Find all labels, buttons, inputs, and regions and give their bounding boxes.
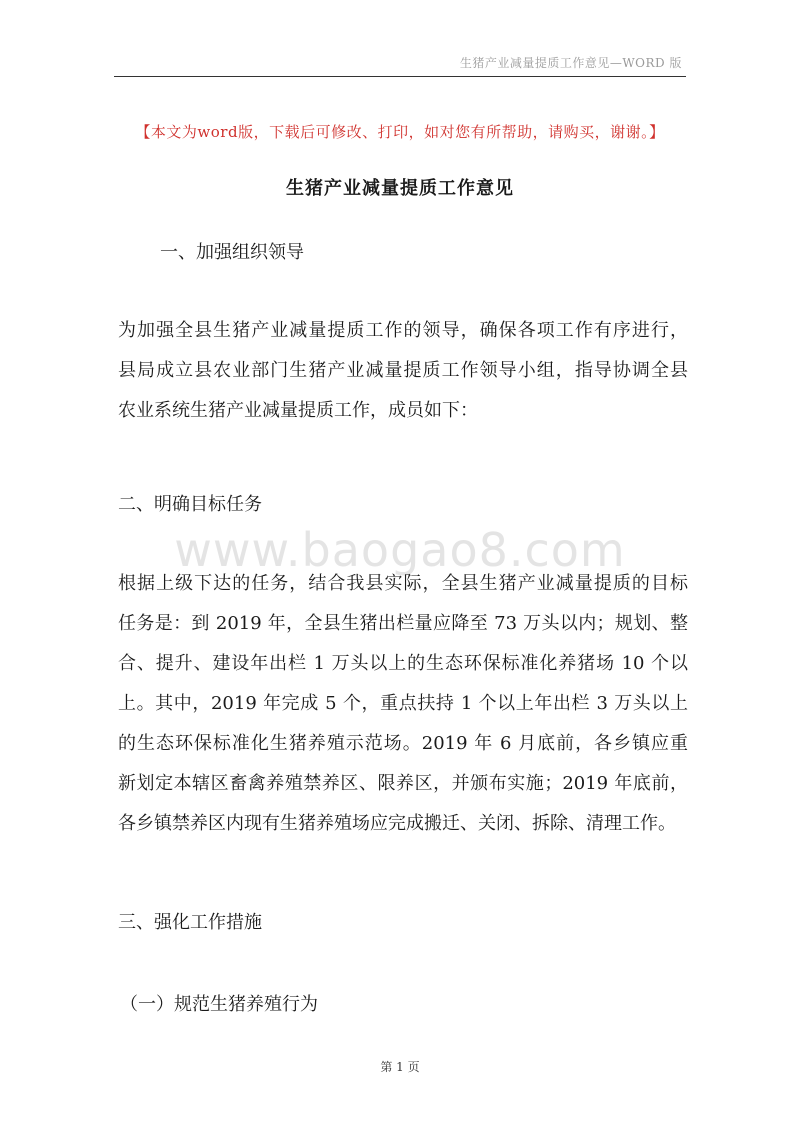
paragraph-line: 为加强全县生猪产业减量提质工作的领导，确保各项工作有序进行， — [118, 320, 688, 341]
header-rule — [114, 76, 686, 77]
section-2-paragraph — [118, 564, 688, 844]
paragraph-line: 农业系统生猪产业减量提质工作，成员如下： — [118, 400, 478, 421]
paragraph-line: 的生态环保标准化生猪养殖示范场。2019 年 6 月底前，各乡镇应重 — [118, 733, 688, 754]
paragraph-line: 上。其中，2019 年完成 5 个，重点扶持 1 个以上年出栏 3 万头以上 — [118, 693, 688, 714]
paragraph-line: 各乡镇禁养区内现有生猪养殖场应完成搬迁、关闭、拆除、清理工作。 — [118, 813, 676, 834]
section-2-heading: 二、明确目标任务 — [118, 494, 262, 515]
paragraph-line: 县局成立县农业部门生猪产业减量提质工作领导小组，指导协调全县 — [118, 360, 688, 381]
section-1-heading: 一、加强组织领导 — [160, 242, 304, 263]
section-1-paragraph — [118, 311, 688, 431]
paragraph-line: 任务是：到 2019 年，全县生猪出栏量应降至 73 万头以内；规划、整 — [118, 613, 688, 634]
paragraph-line: 合、提升、建设年出栏 1 万头以上的生态环保标准化养猪场 10 个以 — [118, 653, 688, 674]
document-title: 生猪产业减量提质工作意见 — [286, 178, 514, 199]
watermark: www.baogao8.com — [174, 523, 626, 577]
purchase-notice: 【本文为word版，下载后可修改、打印，如对您有所帮助，请购买，谢谢。】 — [135, 123, 665, 141]
section-3-1-heading: （一）规范生猪养殖行为 — [120, 994, 318, 1015]
paragraph-line: 新划定本辖区畜禽养殖禁养区、限养区，并颁布实施；2019 年底前， — [118, 773, 688, 794]
running-header: 生猪产业减量提质工作意见—WORD 版 — [459, 56, 682, 70]
section-3-heading: 三、强化工作措施 — [118, 912, 262, 933]
page-number: 第 1 页 — [380, 1060, 420, 1074]
paragraph-line: 根据上级下达的任务，结合我县实际，全县生猪产业减量提质的目标 — [118, 573, 688, 594]
